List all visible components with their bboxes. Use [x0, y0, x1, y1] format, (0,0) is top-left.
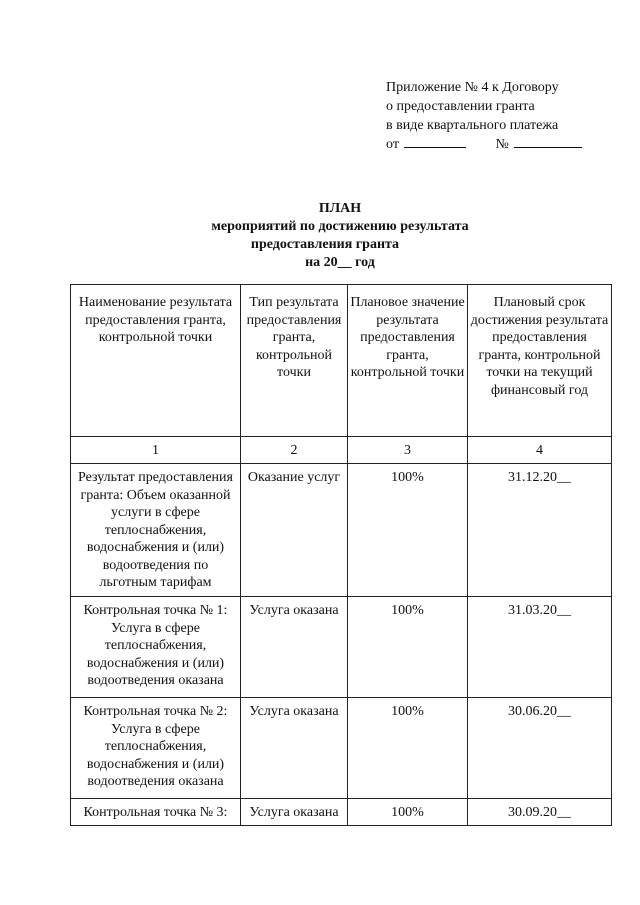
column-number: 4 — [468, 437, 612, 464]
plan-table — [70, 284, 612, 826]
row-name: Контрольная точка № 2: Услуга в сфере теплоснабжения, водоснабжения и (или) водоотведения оказана — [71, 698, 241, 799]
title-line-3: предоставления гранта — [250, 237, 400, 252]
table-row — [71, 597, 612, 698]
row-value: 100% — [348, 698, 468, 799]
row-type: Услуга оказана — [241, 698, 348, 799]
plan-title — [0, 200, 640, 272]
column-number: 2 — [241, 437, 348, 464]
title-line-2: мероприятий по достижению результата — [211, 219, 469, 234]
row-name: Контрольная точка № 3: — [71, 799, 241, 826]
row-type: Услуга оказана — [241, 799, 348, 826]
title-line-4: на 20__ год — [305, 255, 375, 270]
appendix-number-label: № — [495, 137, 509, 152]
table-row — [71, 799, 612, 826]
table-row — [71, 464, 612, 597]
appendix-date-number-line — [386, 135, 626, 154]
appendix-line-2: о предоставлении гранта — [386, 99, 535, 114]
table-row — [71, 698, 612, 799]
header-deadline: Плановый срок достижения результата предоставления гранта, контрольной точки на текущий финансовый год — [468, 285, 612, 437]
row-type: Услуга оказана — [241, 597, 348, 698]
row-name: Результат предоставления гранта: Объем оказанной услуги в сфере теплоснабжения, водоснабжения и (или) водоотведения по льготным тарифам — [71, 464, 241, 597]
date-blank — [404, 135, 466, 148]
row-deadline: 31.03.20__ — [468, 597, 612, 698]
column-number: 3 — [348, 437, 468, 464]
appendix-line-3: в виде квартального платежа — [386, 118, 559, 133]
row-name: Контрольная точка № 1: Услуга в сфере теплоснабжения, водоснабжения и (или) водоотведения оказана — [71, 597, 241, 698]
number-blank — [514, 135, 582, 148]
row-type: Оказание услуг — [241, 464, 348, 597]
row-value: 100% — [348, 464, 468, 597]
header-value: Плановое значение результата предоставления гранта, контрольной точки — [348, 285, 468, 437]
row-value: 100% — [348, 597, 468, 698]
row-deadline: 31.12.20__ — [468, 464, 612, 597]
table-header-row — [71, 285, 612, 437]
column-number: 1 — [71, 437, 241, 464]
header-name: Наименование результата предоставления гранта, контрольной точки — [71, 285, 241, 437]
title-line-1: ПЛАН — [318, 201, 362, 216]
appendix-line-1: Приложение № 4 к Договору — [386, 80, 559, 95]
row-value: 100% — [348, 799, 468, 826]
row-deadline: 30.06.20__ — [468, 698, 612, 799]
row-deadline: 30.09.20__ — [468, 799, 612, 826]
appendix-date-label: от — [386, 137, 399, 152]
appendix-block — [386, 78, 626, 154]
header-type: Тип результата предоставления гранта, контрольной точки — [241, 285, 348, 437]
column-number-row — [71, 437, 612, 464]
